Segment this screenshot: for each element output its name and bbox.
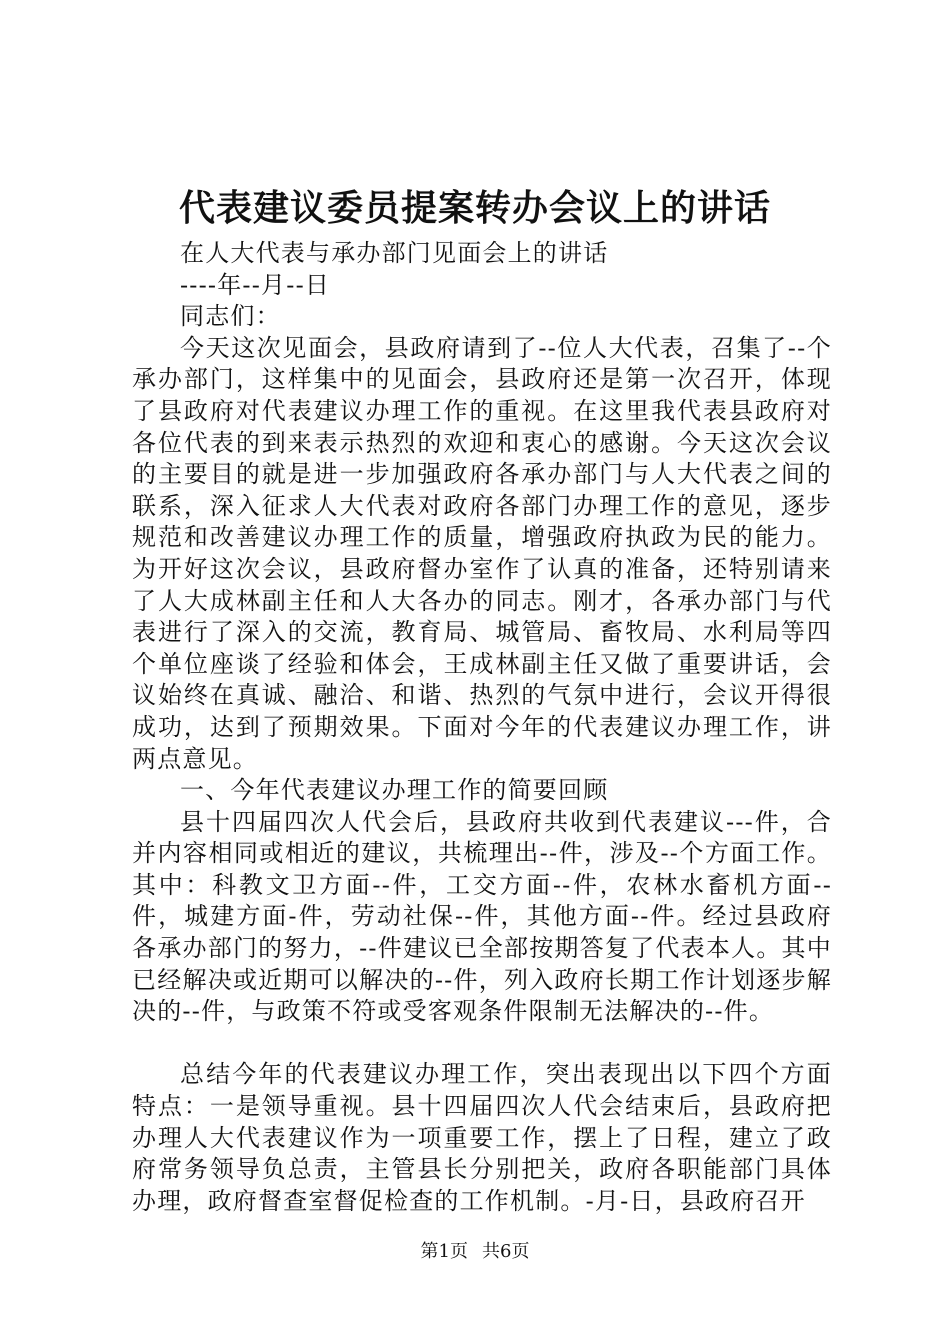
section-heading: 一、今年代表建议办理工作的简要回顾 [180,776,609,805]
subtitle-paragraph: 在人大代表与承办部门见面会上的讲话 [180,239,609,267]
document-title: 代表建议委员提案转办会议上的讲话 [178,187,771,229]
body-paragraph: 今天这次见面会，县政府请到了--位人大代表，召集了--个承办部门，这样集中的见面会，县政府还是第一次召开，体现了县政府对代表建议办理工作的重视。在这里我代表县政府对各位代表的到来表示热烈的欢迎和衷心的感谢。今天这次会议的主要目的就是进一步加强政府各承办部门与人大代表之间的联系，深入征求人大代表对政府各部门办理工作的意见，逐步规范和改善建议办理工作的质量，增强政府执政为民的能力。为开好这次会议，县政府督办室作了认真的准备，还特别请来了人大成林副主任和人大各办的同志。刚才，各承办部门与代表进行了深入的交流，教育局、城管局、畜牧局、水利局等四个单位座谈了经验和体会，王成林副主任又做了重要讲话，会议始终在真诚、融洽、和谐、热烈的气氛中进行，会议开得很成功，达到了预期效果。下面对今年的代表建议办理工作，讲两点意见。 [132,333,832,773]
page-total: 共6页 [482,1241,530,1262]
page-number: 第1页 [420,1241,468,1262]
document-body [132,238,832,1217]
salutation-paragraph: 同志们： [180,302,281,331]
body-paragraph: 总结今年的代表建议办理工作，突出表现出以下四个方面特点：一是领导重视。县十四届四次人代会结束后，县政府把办理人大代表建议作为一项重要工作，摆上了日程，建立了政府常务领导负总责，主管县长分别把关，政府各职能部门具体办理，政府督查室督促检查的工作机制。-月-日，县政府召开 [132,1060,832,1215]
body-paragraph: 县十四届四次人代会后，县政府共收到代表建议---件，合并内容相同或相近的建议，共梳理出--件，涉及--个方面工作。其中：科教文卫方面--件，工交方面--件，农林水畜机方面--件，城建方面-件，劳动社保--件，其他方面--件。经过县政府各承办部门的努力，--件建议已全部按期答复了代表本人。其中已经解决或近期可以解决的--件，列入政府长期工作计划逐步解决的--件，与政策不符或受客观条件限制无法解决的--件。 [132,807,832,1026]
page-footer [0,1240,950,1264]
date-paragraph: ----年--月--日 [180,270,331,299]
